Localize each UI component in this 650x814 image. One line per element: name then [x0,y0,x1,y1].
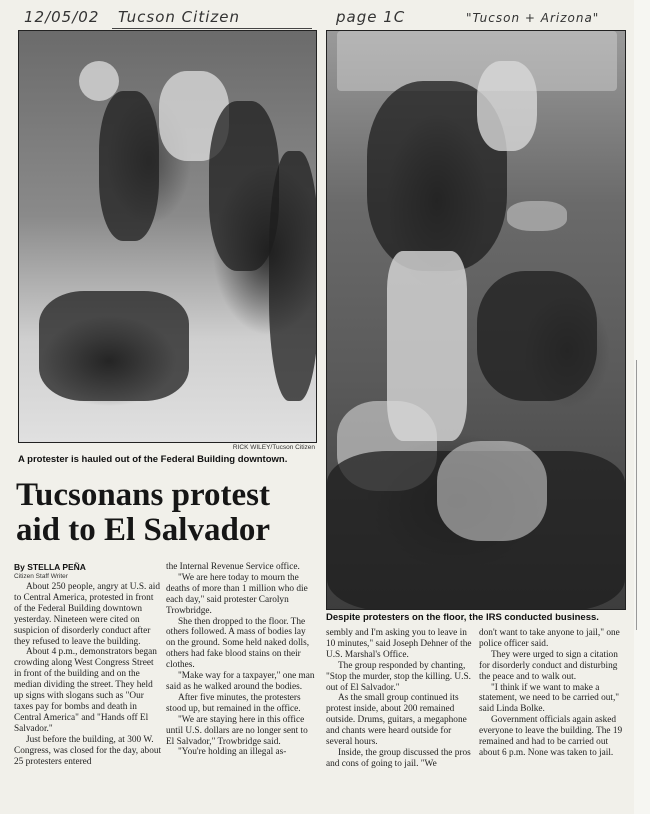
handwritten-page: page 1C [336,8,406,26]
photo-credit: RICK WILEY/Tucson Citizen [232,444,315,451]
headline-line-1: Tucsonans protest [16,477,270,513]
column-rule [636,360,637,630]
handwritten-underline [112,28,312,29]
paragraph: "I think if we want to make a statement, we need to be carried out," said Linda Bolke. [479,682,620,715]
paragraph: "Make way for a taxpayer," one man said as he walked around the bodies. [166,671,315,692]
article-column-1 [14,582,162,767]
paragraph: sembly and I'm asking you to leave in 10 minutes," said Joseph Dehner of the U.S. Marshal's Office. [326,628,472,660]
photo-protester-hauled [18,30,317,443]
paragraph: "You're holding an illegal as- [178,747,287,758]
paragraph: don't want to take anyone to jail," one police officer said. [479,628,620,649]
article-column-3 [326,628,474,770]
headline-line-2: aid to El Salvador [16,512,270,548]
paragraph: "We are staying here in this office until U.S. dollars are no longer sent to El Salvador," Trowbridge said. [166,714,308,747]
paragraph: Government officials again asked everyone to leave the building. The 19 remained and had to be carried out about 6 p.m. None was taken to jail. [479,715,623,758]
paragraph: Just before the building, at 300 W. Congress, was closed for the day, about 25 protesters entered [14,734,162,767]
paragraph: She then dropped to the floor. The others followed. A mass of bodies lay on the ground. Some held naked dolls, others had fake blood stains on their clothes. [166,616,310,671]
photo-caption-left: A protester is hauled out of the Federal Building downtown. [18,454,288,465]
headline [16,478,316,548]
paragraph: After five minutes, the protesters stood up, but remained in the office. [166,692,301,714]
handwritten-date: 12/05/02 [24,8,100,26]
paragraph: They were urged to sign a citation for disorderly conduct and disturbing the peace and to walk out. [479,649,618,682]
paragraph: Inside, the group discussed the pros and cons of going to jail. "We [326,747,471,769]
paragraph: About 250 people, angry at U.S. aid to Central America, protested in front of the Federal Building downtown yesterday. Nineteen were cited on suspicion of disorderly conduct after they refused to leave the building. [14,582,161,647]
paragraph: The group responded by chanting, "Stop the murder, stop the killing. U.S. out of El Salvador." [326,660,471,693]
paragraph: About 4 p.m., demonstrators began crowding along West Congress Street in front of the building and on the median dividing the street. They held up signs with slogans such as "Our taxes pay for bombs and death in Central America" and "Hands off El Salvador." [14,647,157,734]
article-column-4 [479,628,627,759]
paragraph: As the small group continued its protest inside, about 200 remained outside. Drums, guitars, a megaphone and chants were heard outside for several hours. [326,693,467,748]
photo-irs-office [326,30,626,610]
handwritten-paper-name: Tucson Citizen [118,8,240,26]
paragraph: the Internal Revenue Service office. [166,562,300,572]
byline: By STELLA PEÑA [14,562,86,572]
article-column-2 [166,562,316,758]
byline-title: Citizen Staff Writer [14,573,68,580]
handwritten-section: "Tucson + Arizona" [466,11,600,25]
paragraph: "We are here today to mourn the deaths of more than 1 million who die each day," said protester Carolyn Trowbridge. [166,572,308,616]
photo-caption-right: Despite protesters on the floor, the IRS conducted business. [326,612,599,623]
